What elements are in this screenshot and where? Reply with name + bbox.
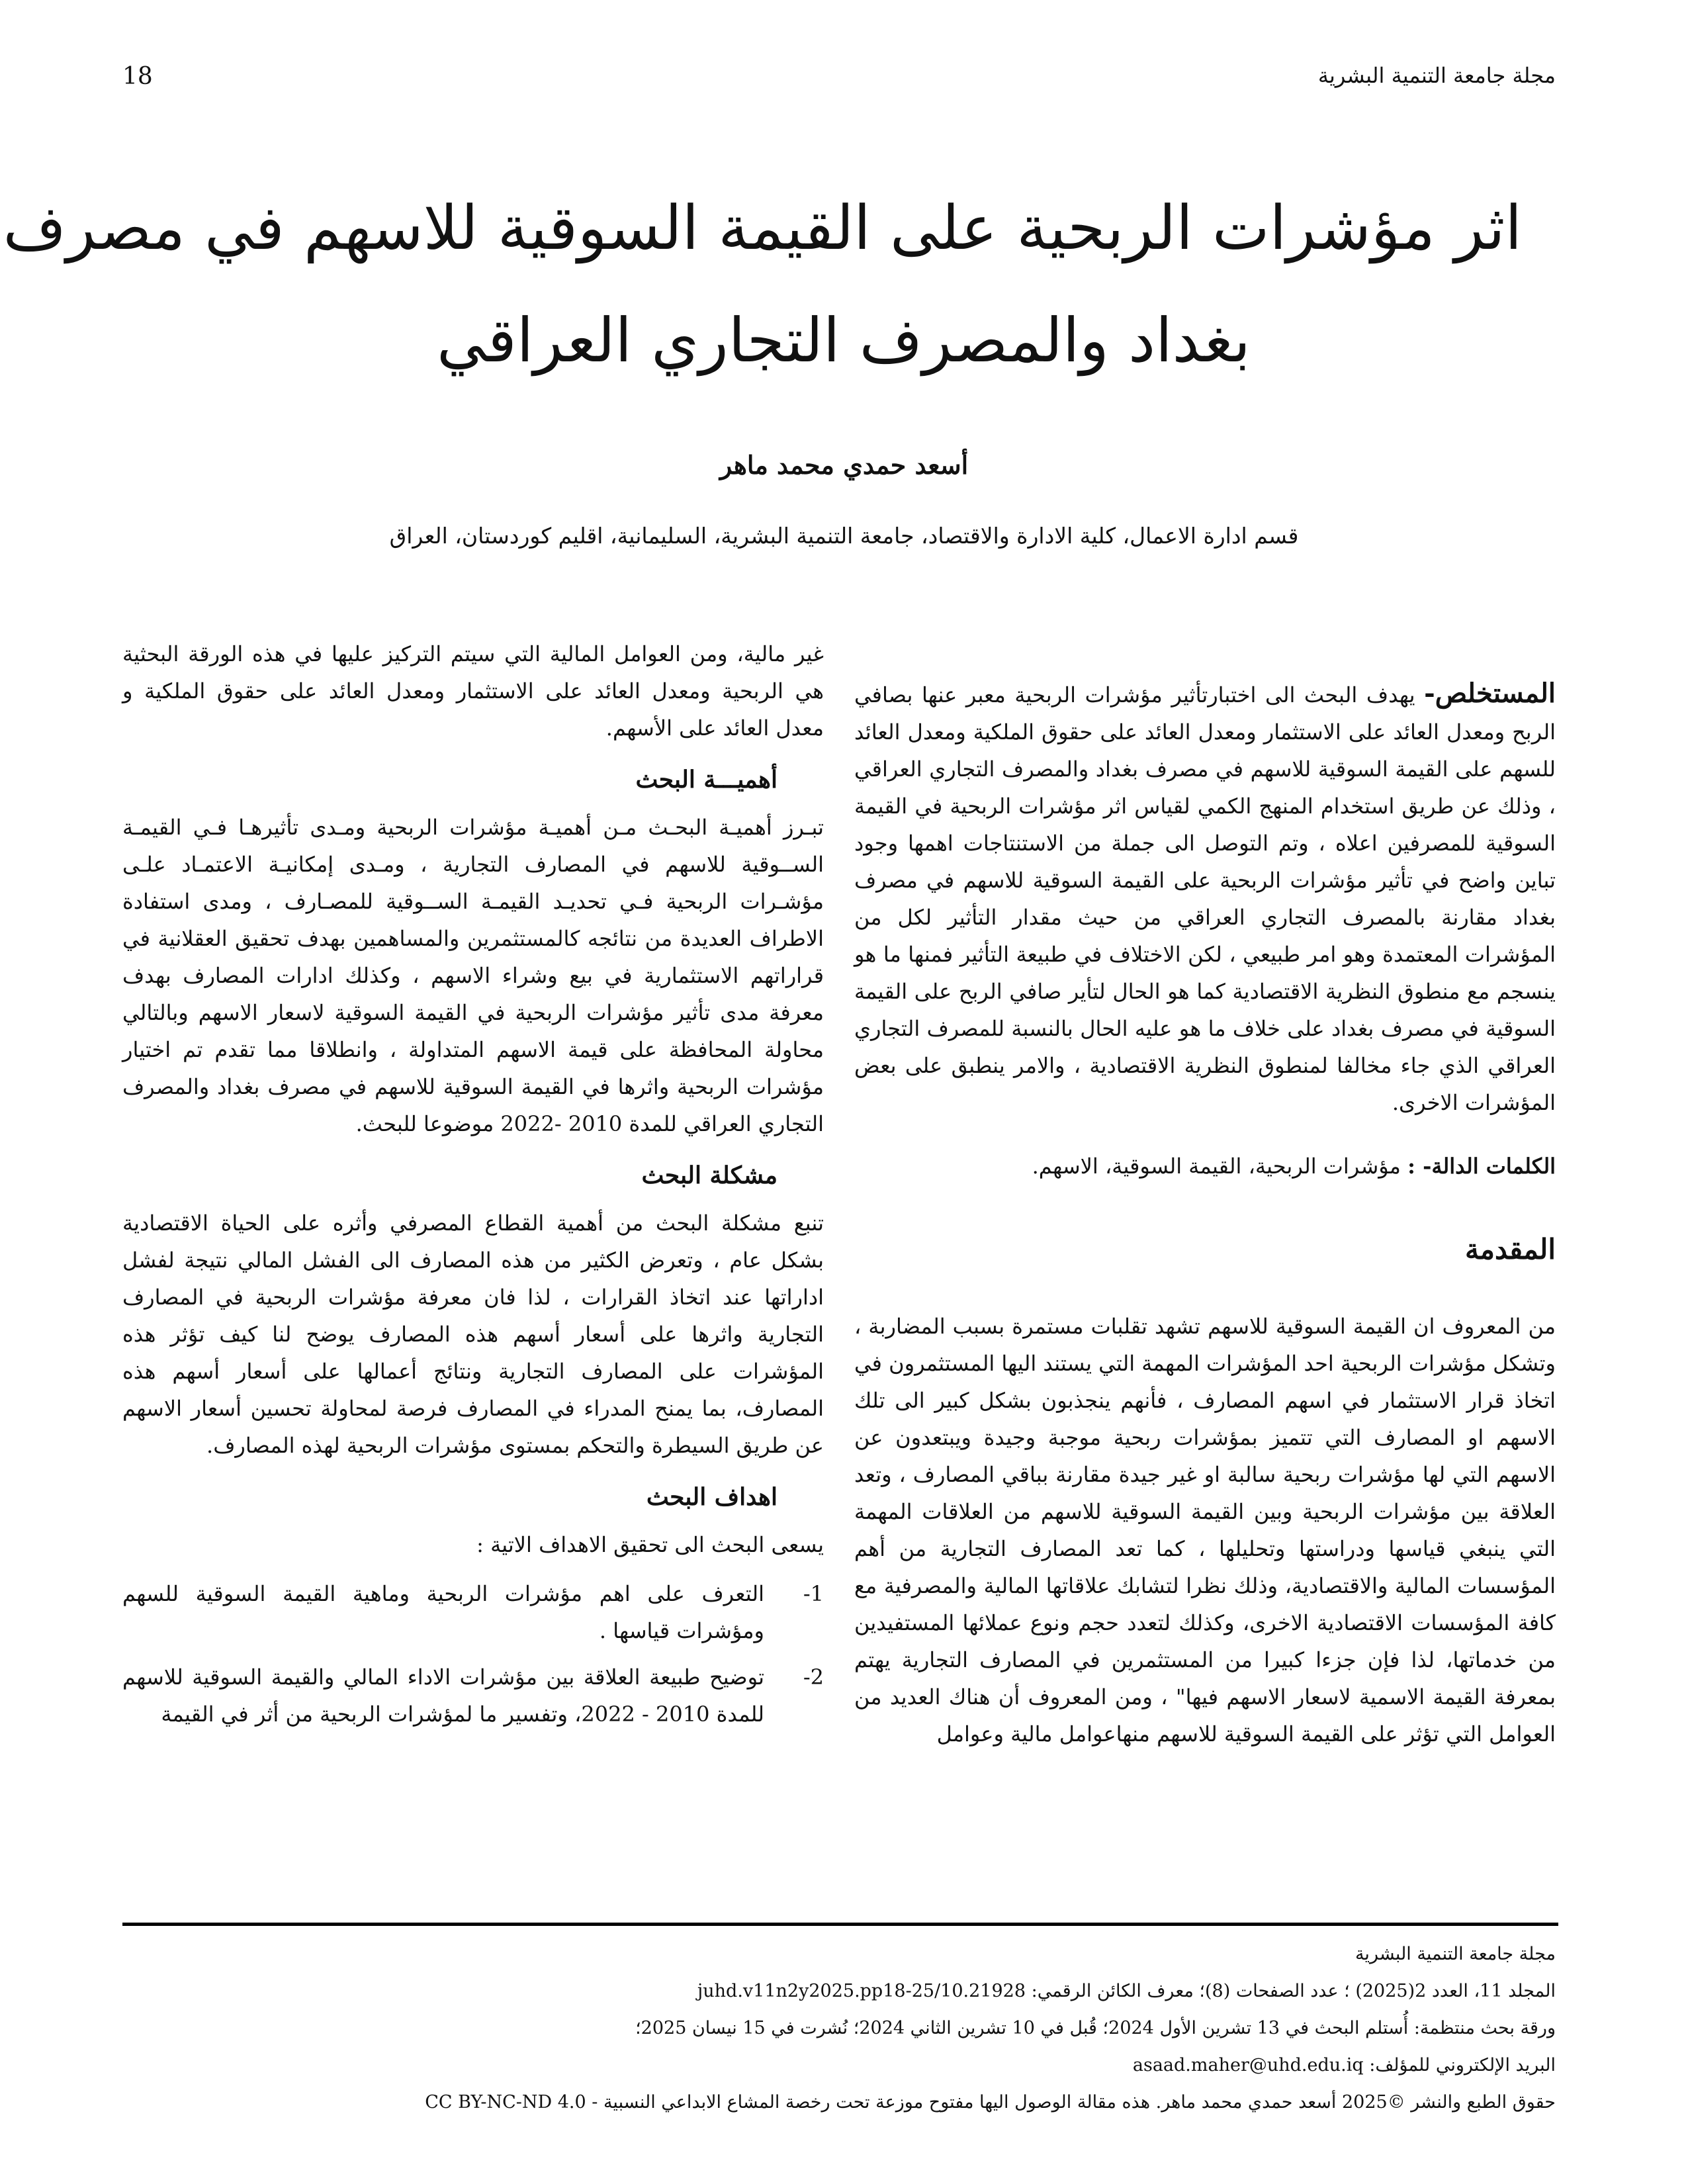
page-number: 18	[122, 63, 153, 90]
objective-number: 2-	[803, 1664, 824, 1690]
continuation-text: غير مالية، ومن العوامل المالية التي سيتم التركيز عليها في هذه الورقة البحثية هي الربحية ومعدل العائد على الاستثمار ومعدل العائد على حقوق الملكية و معدل العائد على الأسهم.	[122, 641, 824, 741]
objective-text: التعرف على اهم مؤشرات الربحية وماهية القيمة السوقية للسهم ومؤشرات قياسها .	[122, 1581, 764, 1643]
intro-heading: المقدمة	[1464, 1233, 1556, 1265]
footer-copyright: حقوق الطبع والنشر ©2025 أسعد حمدي محمد ماهر. هذه مقالة الوصول اليها مفتوح موزعة تحت رخصة المشاع الابداعي النسبية - CC BY-NC-ND 4.0	[425, 2092, 1556, 2113]
left-column	[122, 635, 824, 1742]
title-line-2: بغداد والمصرف التجاري العراقي	[437, 305, 1251, 376]
abstract-text: يهدف البحث الى اختبارتأثير مؤشرات الربحية معبر عنها بصافي الربح ومعدل العائد على الاستثمار ومعدل العائد على حقوق الملكية ومعدل العائد للسهم على القيمة السوقية للاسهم في مصرف بغداد والمصرف التجاري العراقي ، وذلك عن طريق استخدام المنهج الكمي لقياس اثر مؤشرات الربحية في القيمة السوقية للمصرفين اعلاه ، وتم التوصل الى جملة من الاستنتاجات اهمها وجود تباين واضح في تأثير مؤشرات الربحية على القيمة السوقية للاسهم في مصرف بغداد مقارنة بالمصرف التجاري العراقي من حيث مقدار التأثير لكل من المؤشرات المعتمدة وهو امر طبيعي ، لكن الاختلاف في طبيعة التأثير فمنها ما هو ينسجم مع منطوق النظرية الاقتصادية كما هو الحال لتأير صافي الربح على القيمة السوقية في مصرف بغداد على خلاف ما هو عليه الحال بالنسبة للمصرف التجاري العراقي الذي جاء مخالفا لمنطوق النظرية الاقتصادية ، والامر ينطبق على بعض المؤشرات الاخرى.	[854, 682, 1556, 1115]
importance-text: تبـرز أهميـة البحـث مـن أهميـة مؤشرات الربحية ومـدى تأثيرهـا فـي القيمـة الســوقية للاسهم في المصارف التجارية ، ومـدى إمكانيـة الاعتمـاد علـى مؤشـرات الربحية فـي تحديـد القيمـة الســوقية للمصـارف ، ومدى استفادة الاطراف العديدة من نتائجه كالمستثمرين والمساهمين بهدف تحقيق العقلانية في قراراتهم الاستثمارية في بيع وشراء الاسهم ، وكذلك ادارات المصارف بهدف معرفة مدى تأثير مؤشرات الربحية في القيمة السوقية لاسعار الاسهم وبالتالي محاولة المحافظة على قيمة الاسهم المتداولة ، وانطلاقا مما تقدم تم اختيار مؤشرات الربحية واثرها في القيمة السوقية للاسهم في مصرف بغداد والمصرف التجاري العراقي للمدة 2010 -2022 موضوعا للبحث.	[122, 815, 824, 1136]
objectives-heading: اهداف البحث	[646, 1483, 777, 1511]
journal-header: مجلة جامعة التنمية البشرية	[1317, 63, 1556, 88]
objective-number: 1-	[803, 1581, 824, 1606]
author-name: أسعد حمدي محمد ماهر	[719, 450, 969, 480]
paper-title	[3, 172, 1522, 397]
problem-text: تنبع مشكلة البحث من أهمية القطاع المصرفي وأثره على الحياة الاقتصادية بشكل عام ، وتعرض الكثير من هذه المصارف الى الفشل المالي نتيجة لفشل اداراتها عند اتخاذ القرارات ، لذا فان معرفة مؤشرات الربحية في المصارف التجارية واثرها على أسعار أسهم هذه المصارف يوضح لنا كيف تؤثر هذه المؤشرات على المصارف التجارية ونتائج أعمالها على أسعار أسهم هذه المصارف، بما يمنح المدراء في المصارف فرصة لمحاولة تحسين أسعار الاسهم عن طريق السيطرة والتحكم بمستوى مؤشرات الربحية لهذه المصارف.	[122, 1210, 824, 1458]
objective-text: توضيح طبيعة العلاقة بين مؤشرات الاداء المالي والقيمة السوقية للاسهم للمدة 2010 - 2022، وتفسير ما لمؤشرات الربحية من أثر في القيمة	[122, 1664, 765, 1727]
footer	[120, 1936, 1556, 2121]
intro-text: من المعروف ان القيمة السوقية للاسهم تشهد تقلبات مستمرة بسبب المضاربة ، وتشكل مؤشرات الربحية احد المؤشرات المهمة التي يستند اليها المستثمرون في اتخاذ قرار الاستثمار في اسهم المصارف ، فأنهم ينجذبون بشكل كبير الى تلك الاسهم او المصارف التي تتميز بمؤشرات ربحية موجبة وجيدة ويبتعدون عن الاسهم التي لها مؤشرات ربحية سالبة او غير جيدة مقارنة بباقي المصارف ، وتعد العلاقة بين مؤشرات الربحية وبين القيمة السوقية للاسهم من العلاقات المهمة التي ينبغي قياسها ودراستها وتحليلها ، كما تعد المصارف التجارية من أهم المؤسسات المالية والاقتصادية، وذلك نظرا لتشابك علاقاتها المالية والمصرفية مع كافة المؤسسات الاقتصادية الاخرى، وكذلك لتعدد حجم ونوع عملائها المستفيدين من خدماتها، لذا فإن جزءا كبيرا من المستثمرين في المصارف التجارية يهتم بمعرفة القيمة الاسمية لاسعار الاسهم فيها" ، ومن المعروف أن هناك العديد من العوامل التي تؤثر على القيمة السوقية للاسهم منهاعوامل مالية وعوامل	[854, 1314, 1556, 1747]
keywords-label: الكلمات الدالة- :	[1407, 1154, 1556, 1179]
footer-dates: ورقة بحث منتظمة: أُستلم البحث في 13 تشرين الأول 2024؛ قُبل في 10 تشرين الثاني 2024؛ نُشرت في 15 نيسان 2025؛	[635, 2018, 1556, 2038]
title-line-1: اثر مؤشرات الربحية على القيمة السوقية للاسهم في مصرف	[3, 193, 1522, 263]
objectives-intro: يسعى البحث الى تحقيق الاهداف الاتية :	[476, 1532, 824, 1557]
keywords-text: مؤشرات الربحية، القيمة السوقية، الاسهم.	[1032, 1154, 1401, 1179]
affiliation: قسم ادارة الاعمال، كلية الادارة والاقتصاد، جامعة التنمية البشرية، السليمانية، اقليم كوردستان، العراق	[389, 523, 1299, 549]
footer-citation: المجلد 11، العدد 2(2025) ؛ عدد الصفحات (8)؛ معرف الكائن الرقمي: 10.21928/juhd.v11n2y2025.pp18-25	[697, 1981, 1556, 2001]
footer-journal: مجلة جامعة التنمية البشرية	[1355, 1944, 1556, 1964]
keywords	[854, 1148, 1556, 1185]
abstract	[854, 675, 1556, 1121]
objectives-list	[122, 1575, 824, 1733]
problem-heading: مشكلة البحث	[641, 1161, 777, 1189]
objective-item	[122, 1575, 824, 1649]
objective-item	[122, 1659, 824, 1733]
abstract-label: المستخلص-	[1424, 678, 1556, 709]
footer-email[interactable]: البريد الإلكتروني للمؤلف: asaad.maher@uhd.edu.iq	[1132, 2055, 1556, 2075]
right-column	[854, 675, 1556, 1764]
footer-divider	[122, 1923, 1558, 1926]
importance-heading: أهميـــة البحث	[635, 766, 777, 794]
